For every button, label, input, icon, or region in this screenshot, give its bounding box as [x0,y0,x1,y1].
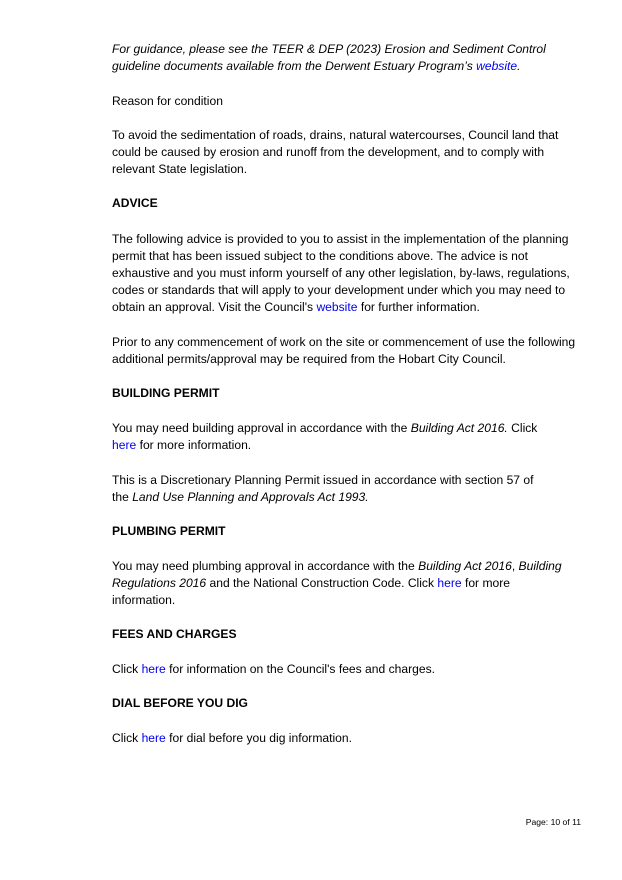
council-website-link[interactable]: website [316,300,358,314]
fees-text: Click [112,662,142,676]
dial-text: for dial before you dig information. [165,731,352,745]
guidance-text: For guidance, please see the TEER & DEP (2023) Erosion and Sediment Control [112,42,546,56]
advice-text: for further information. [357,300,480,314]
advice-heading: ADVICE [112,196,158,210]
building-text: Click [507,421,538,435]
fees-here-link[interactable]: here [141,662,166,676]
advice-line-1: The following advice is provided to you to assist in the implementation of the planning [112,232,569,246]
building-regulations-title: Building [518,559,562,573]
building-act-title: Building Act 2016. [410,421,508,435]
plumbing-text: You may need plumbing approval in accordance with the [112,559,419,573]
building-permit-heading: BUILDING PERMIT [112,386,220,400]
plumbing-permit-heading: PLUMBING PERMIT [112,524,226,538]
building-line-2 [112,437,251,454]
website-link[interactable]: website [476,59,518,73]
guidance-text: guideline documents available from the Derwent Estuary Program’s [112,59,477,73]
guidance-text: . [517,59,521,73]
guidance-line-1 [112,41,546,58]
guidance-line-2 [112,58,521,75]
planning-act-title: Land Use Planning and Approvals Act 1993. [132,490,369,504]
advice-line-5 [112,299,480,316]
reason-line-3: relevant State legislation. [112,162,248,176]
discretionary-line-1: This is a Discretionary Planning Permit issued in accordance with section 57 of [112,473,534,487]
building-text: You may need building approval in accordance with the [112,421,411,435]
building-regulations-title: Regulations 2016 [112,576,207,590]
advice-p2-line-1: Prior to any commencement of work on the site or commencement of use the following [112,335,576,349]
discretionary-line-2 [112,489,369,506]
plumbing-text: , [511,559,519,573]
dial-line-1 [112,730,352,747]
plumbing-line-2 [112,575,510,592]
page-number: Page: 10 of 11 [525,817,581,827]
plumbing-line-3: information. [112,593,176,607]
advice-line-3: exhaustive and you must inform yourself of any other legislation, by-laws, regulations, [112,266,570,280]
building-here-link[interactable]: here [112,438,137,452]
advice-text: obtain an approval. Visit the Council's [112,300,317,314]
reason-line-2: could be caused by erosion and runoff from the development, and to comply with [112,145,545,159]
dial-before-you-dig-heading: DIAL BEFORE YOU DIG [112,696,248,710]
advice-line-4: codes or standards that will apply to your development under which you may need to [112,283,566,297]
dial-text: Click [112,731,142,745]
plumbing-here-link[interactable]: here [437,576,462,590]
building-act-title: Building Act 2016 [418,559,512,573]
plumbing-text: and the National Construction Code. Click [206,576,438,590]
advice-p2-line-2: additional permits/approval may be required from the Hobart City Council. [112,352,506,366]
plumbing-line-1 [112,558,562,575]
fees-text: for information on the Council's fees and charges. [165,662,435,676]
discretionary-text: the [112,490,133,504]
advice-line-2: permit that has been issued subject to the conditions above. The advice is not [112,249,528,263]
fees-line-1 [112,661,435,678]
fees-heading: FEES AND CHARGES [112,627,237,641]
reason-heading: Reason for condition [112,94,223,108]
reason-line-1: To avoid the sedimentation of roads, drains, natural watercourses, Council land that [112,128,559,142]
building-line-1 [112,420,537,437]
plumbing-text: for more [461,576,510,590]
building-text: for more information. [136,438,252,452]
dial-here-link[interactable]: here [141,731,166,745]
